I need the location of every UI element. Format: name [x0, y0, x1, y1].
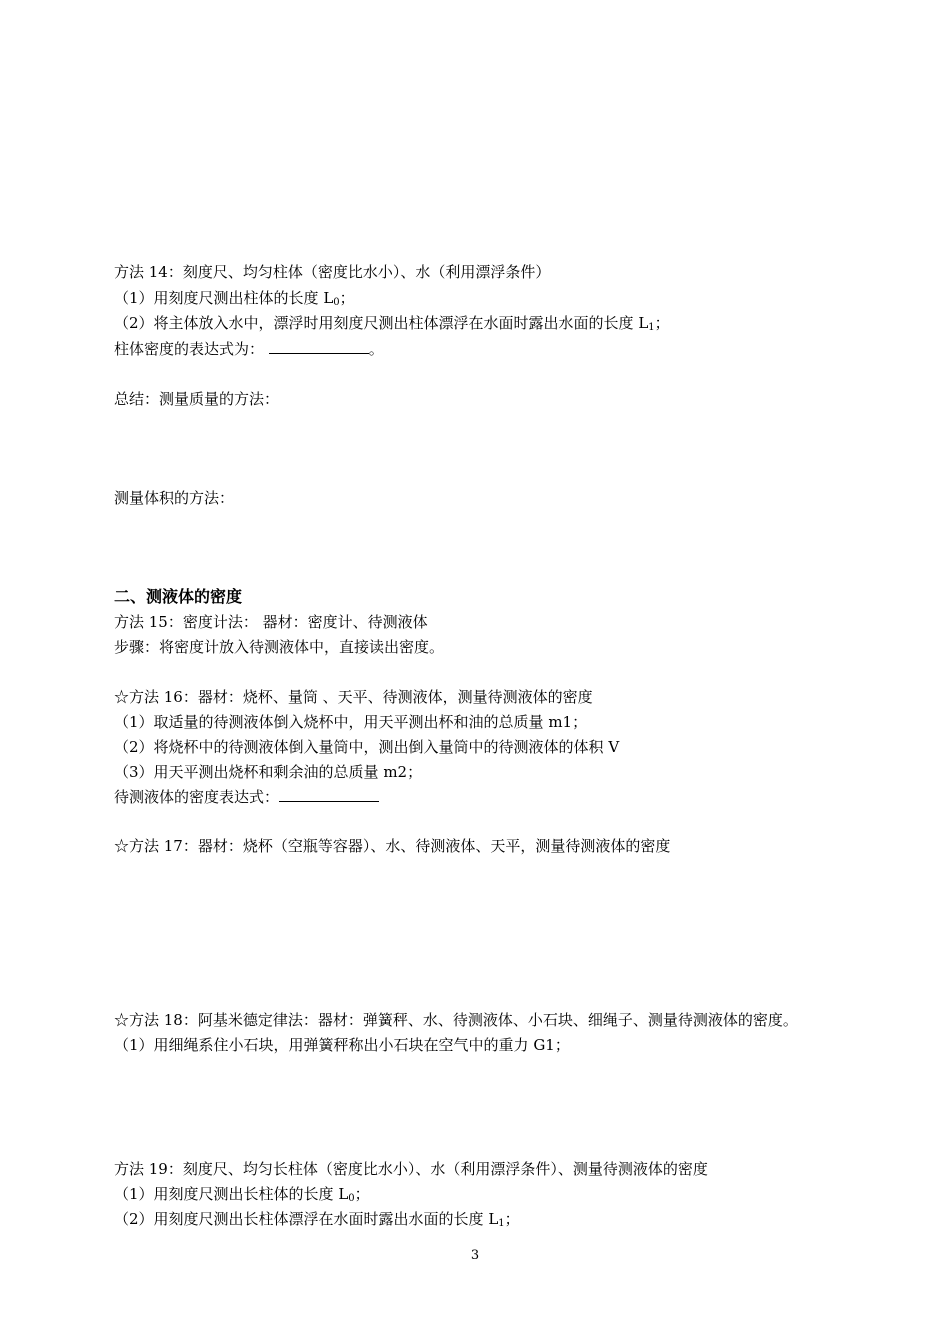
step-punct: ； — [339, 289, 355, 307]
method-14-step-1 — [114, 288, 355, 313]
subscript: 1 — [498, 1218, 505, 1229]
method-14-step-2 — [114, 313, 670, 338]
method-15-title: 方法 15：密度计法： 器材：密度计、待测液体 — [114, 613, 428, 631]
method-16-expression — [114, 787, 379, 807]
step-punct: ； — [354, 1185, 370, 1203]
step-text: （2）将主体放入水中，漂浮时用刻度尺测出柱体漂浮在水面时露出水面的长度 L — [114, 314, 649, 332]
summary-mass: 总结：测量质量的方法： — [114, 390, 280, 408]
method-18-title: ☆方法 18：阿基米德定律法：器材：弹簧秤、水、待测液体、小石块、细绳子、测量待测液体的密度。 — [114, 1011, 798, 1029]
method-19-step-1 — [114, 1184, 370, 1209]
expression-label: 待测液体的密度表达式： — [114, 788, 280, 806]
subscript: 1 — [648, 322, 655, 333]
method-16-step-1: （1）取适量的待测液体倒入烧杯中，用天平测出杯和油的总质量 m1； — [114, 713, 588, 731]
expression-label: 柱体密度的表达式为： — [114, 340, 265, 358]
method-17-title: ☆方法 17：器材：烧杯（空瓶等容器）、水、待测液体、天平，测量待测液体的密度 — [114, 837, 671, 855]
step-text: （1）用刻度尺测出柱体的长度 L — [114, 289, 334, 307]
step-text: （2）用刻度尺测出长柱体漂浮在水面时露出水面的长度 L — [114, 1210, 499, 1228]
method-19-step-2 — [114, 1209, 520, 1234]
expression-end: 。 — [368, 340, 384, 358]
section-2-heading: 二、测液体的密度 — [114, 587, 243, 606]
method-18-step-1: （1）用细绳系住小石块，用弹簧秤称出小石块在空气中的重力 G1； — [114, 1036, 570, 1054]
method-16-step-2: （2）将烧杯中的待测液体倒入量筒中，测出倒入量筒中的待测液体的体积 V — [114, 738, 620, 756]
subscript: 0 — [348, 1193, 355, 1204]
method-14-expression — [114, 339, 384, 359]
answer-blank[interactable] — [279, 787, 379, 802]
summary-volume: 测量体积的方法： — [114, 489, 235, 507]
method-16-step-3: （3）用天平测出烧杯和剩余油的总质量 m2； — [114, 763, 423, 781]
page-number: 3 — [470, 1248, 480, 1263]
step-punct: ； — [504, 1210, 520, 1228]
method-19-title: 方法 19：刻度尺、均匀长柱体（密度比水小）、水（利用漂浮条件）、测量待测液体的密度 — [114, 1160, 708, 1178]
subscript: 0 — [333, 297, 340, 308]
method-16-title: ☆方法 16：器材：烧杯、量筒 、天平、待测液体，测量待测液体的密度 — [114, 688, 593, 706]
method-14-title: 方法 14：刻度尺、均匀柱体（密度比水小）、水（利用漂浮条件） — [114, 263, 551, 281]
answer-blank[interactable] — [269, 339, 369, 354]
step-text: （1）用刻度尺测出长柱体的长度 L — [114, 1185, 349, 1203]
method-15-steps: 步骤：将密度计放入待测液体中，直接读出密度。 — [114, 638, 445, 656]
step-punct: ； — [654, 314, 670, 332]
